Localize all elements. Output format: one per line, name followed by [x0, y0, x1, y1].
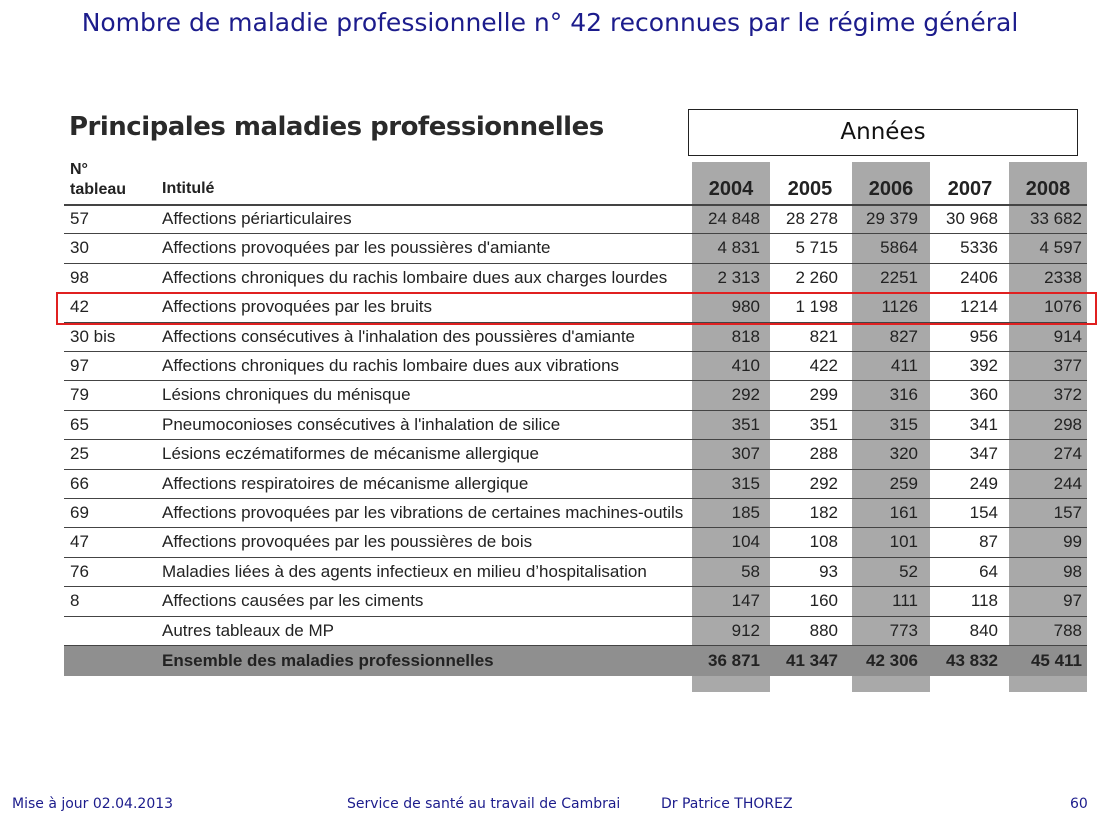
- row-value: 392: [969, 356, 998, 375]
- row-label: Autres tableaux de MP: [162, 621, 334, 640]
- row-value: 104: [731, 532, 760, 551]
- header-year: 2006: [868, 178, 914, 200]
- highlight-row-42: [56, 292, 1097, 325]
- footer-service: Service de santé au travail de Cambrai: [347, 796, 621, 812]
- row-number: 98: [70, 268, 89, 287]
- table-row: [0, 204, 1100, 233]
- total-label: Ensemble des maladies professionnelles: [162, 651, 494, 670]
- row-value: 24 848: [708, 209, 760, 228]
- table-heading: Principales maladies professionnelles: [69, 112, 604, 142]
- row-label: Affections provoquées par les bruits: [162, 297, 432, 316]
- row-value: 259: [889, 474, 918, 493]
- footer-page-number: 60: [1070, 796, 1088, 812]
- header-year: 2008: [1025, 178, 1071, 200]
- row-value: 292: [731, 385, 760, 404]
- header-title-column: Intitulé: [162, 180, 215, 197]
- total-value: 36 871: [708, 651, 760, 670]
- row-value: 827: [889, 327, 918, 346]
- row-value: 5336: [960, 238, 998, 257]
- row-number: 8: [70, 591, 80, 610]
- row-value: 821: [809, 327, 838, 346]
- header-number-line1: N°: [70, 161, 88, 178]
- row-value: 788: [1053, 621, 1082, 640]
- row-value: 118: [970, 591, 998, 610]
- row-value: 299: [809, 385, 838, 404]
- row-value: 157: [1053, 503, 1082, 522]
- table-row: [0, 439, 1100, 468]
- table-row: [0, 263, 1100, 292]
- table-row: [0, 527, 1100, 556]
- row-value: 288: [809, 444, 838, 463]
- row-value: 33 682: [1030, 209, 1082, 228]
- row-value: 351: [731, 415, 760, 434]
- row-value: 87: [979, 532, 998, 551]
- row-value: 147: [731, 591, 760, 610]
- row-value: 1076: [1044, 297, 1082, 316]
- row-label: Maladies liées à des agents infectieux en milieu d’hospitalisation: [162, 562, 647, 581]
- row-value: 1126: [881, 297, 918, 316]
- row-label: Affections respiratoires de mécanisme allergique: [162, 474, 529, 493]
- row-label: Affections causées par les ciments: [162, 591, 424, 610]
- row-value: 818: [731, 327, 760, 346]
- row-number: 65: [70, 415, 89, 434]
- row-value: 372: [1053, 385, 1082, 404]
- table-row: [0, 586, 1100, 615]
- row-label: Pneumoconioses consécutives à l'inhalation de silice: [162, 415, 561, 434]
- row-value: 5 715: [795, 238, 838, 257]
- row-value: 880: [809, 621, 838, 640]
- row-number: 42: [70, 297, 89, 316]
- row-label: Affections chroniques du rachis lombaire dues aux vibrations: [162, 356, 620, 375]
- header-year: 2004: [708, 178, 754, 200]
- row-value: 347: [969, 444, 998, 463]
- row-value: 422: [809, 356, 838, 375]
- row-value: 956: [969, 327, 998, 346]
- row-value: 160: [809, 591, 838, 610]
- row-number: [70, 616, 150, 645]
- row-value: 111: [892, 591, 918, 610]
- row-number: 25: [70, 444, 89, 463]
- row-value: 28 278: [786, 209, 838, 228]
- row-value: 2251: [880, 268, 918, 287]
- row-number: 66: [70, 474, 89, 493]
- row-value: 341: [969, 415, 998, 434]
- row-value: 64: [979, 562, 998, 581]
- row-number: 30: [70, 238, 89, 257]
- row-number: 97: [70, 356, 89, 375]
- table-row: [0, 322, 1100, 351]
- row-label: Affections provoquées par les poussières de bois: [162, 532, 533, 551]
- row-value: 316: [889, 385, 918, 404]
- row-value: 97: [1063, 591, 1082, 610]
- header-number-column: [70, 160, 126, 200]
- header-year: 2005: [787, 178, 833, 200]
- table-row: [0, 351, 1100, 380]
- row-value: 98: [1063, 562, 1082, 581]
- row-number: 69: [70, 503, 89, 522]
- row-value: 2 313: [717, 268, 760, 287]
- total-row: [0, 646, 1100, 675]
- row-value: 840: [969, 621, 998, 640]
- table-row: [0, 616, 1100, 645]
- table-row: [0, 410, 1100, 439]
- row-value: 1 198: [795, 297, 838, 316]
- row-value: 5864: [880, 238, 918, 257]
- row-value: 52: [899, 562, 918, 581]
- row-value: 411: [890, 356, 918, 375]
- row-value: 4 831: [717, 238, 760, 257]
- header-year: 2007: [947, 178, 993, 200]
- row-value: 315: [731, 474, 760, 493]
- row-value: 360: [969, 385, 998, 404]
- row-value: 315: [889, 415, 918, 434]
- table-row: [0, 469, 1100, 498]
- row-value: 2338: [1044, 268, 1082, 287]
- row-value: 410: [731, 356, 760, 375]
- row-value: 914: [1053, 327, 1082, 346]
- table-row: [0, 233, 1100, 262]
- footer-updated: Mise à jour 02.04.2013: [12, 796, 174, 812]
- row-value: 980: [731, 297, 760, 316]
- row-value: 30 968: [946, 209, 998, 228]
- row-value: 298: [1053, 415, 1082, 434]
- footer-author: Dr Patrice THOREZ: [661, 796, 793, 812]
- row-value: 307: [731, 444, 760, 463]
- row-value: 182: [809, 503, 838, 522]
- row-number: 79: [70, 385, 89, 404]
- row-value: 58: [741, 562, 760, 581]
- header-number-line2: tableau: [70, 181, 127, 198]
- table-row: [0, 380, 1100, 409]
- total-value: 41 347: [786, 651, 838, 670]
- row-label: Affections provoquées par les vibrations de certaines machines-outils: [162, 503, 684, 522]
- row-value: 154: [969, 503, 998, 522]
- total-value: 42 306: [866, 651, 918, 670]
- row-value: 161: [889, 503, 918, 522]
- row-label: Affections périarticulaires: [162, 209, 352, 228]
- table-row: [0, 498, 1100, 527]
- row-value: 377: [1053, 356, 1082, 375]
- row-label: Affections chroniques du rachis lombaire dues aux charges lourdes: [162, 268, 668, 287]
- years-header-box: Années: [688, 109, 1078, 156]
- row-value: 93: [819, 562, 838, 581]
- row-value: 351: [809, 415, 838, 434]
- row-value: 244: [1053, 474, 1082, 493]
- row-value: 185: [731, 503, 760, 522]
- row-value: 4 597: [1039, 238, 1082, 257]
- row-number: 47: [70, 532, 89, 551]
- row-value: 2406: [960, 268, 998, 287]
- total-value: 45 411: [1030, 651, 1082, 670]
- row-label: Affections consécutives à l'inhalation des poussières d'amiante: [162, 327, 636, 346]
- row-value: 2 260: [795, 268, 838, 287]
- row-number: 30 bis: [70, 327, 116, 346]
- row-value: 320: [889, 444, 918, 463]
- total-value: 43 832: [946, 651, 998, 670]
- row-number: 76: [70, 562, 89, 581]
- row-label: Affections provoquées par les poussières d'amiante: [162, 238, 551, 257]
- row-value: 249: [969, 474, 998, 493]
- row-value: 29 379: [866, 209, 918, 228]
- row-value: 912: [731, 621, 760, 640]
- row-value: 99: [1063, 532, 1082, 551]
- row-value: 1214: [960, 297, 998, 316]
- slide-title: Nombre de maladie professionnelle n° 42 reconnues par le régime général: [81, 8, 1019, 37]
- row-value: 773: [889, 621, 918, 640]
- row-value: 274: [1053, 444, 1082, 463]
- row-value: 292: [809, 474, 838, 493]
- row-value: 108: [809, 532, 838, 551]
- table-row: [0, 557, 1100, 586]
- row-number: 57: [70, 209, 89, 228]
- row-value: 101: [889, 532, 918, 551]
- row-label: Lésions eczématiformes de mécanisme allergique: [162, 444, 540, 463]
- row-label: Lésions chroniques du ménisque: [162, 385, 411, 404]
